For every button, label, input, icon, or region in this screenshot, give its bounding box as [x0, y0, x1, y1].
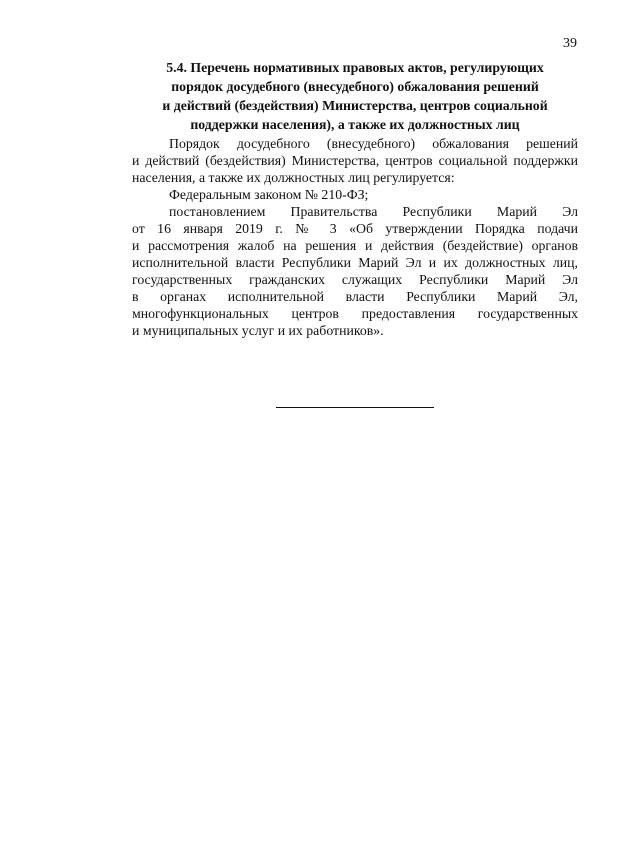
body-text — [132, 135, 578, 339]
text-line: государственных гражданских служащих Республики Марий Эл — [132, 272, 578, 287]
text-line: в органах исполнительной власти Республики Марий Эл, — [132, 289, 578, 304]
paragraph-intro — [132, 135, 578, 186]
text-line: и муниципальных услуг и их работников». — [132, 323, 384, 338]
heading-line: и действий (бездействия) Министерства, центров социальной — [162, 98, 548, 113]
text-line: исполнительной власти Республики Марий Эл и их должностных лиц, — [132, 255, 578, 270]
text-line: многофункциональных центров предоставления государственных — [132, 306, 578, 321]
text-line: от 16 января 2019 г. № 3 «Об утверждении Порядка подачи — [132, 221, 578, 236]
text-line: Федеральным законом № 210-ФЗ; — [169, 187, 369, 202]
text-line: Порядок досудебного (внесудебного) обжалования решений — [169, 136, 578, 151]
end-divider-line — [276, 407, 434, 408]
heading-line: поддержки населения), а также их должностных лиц — [190, 117, 520, 132]
text-line: постановлением Правительства Республики Марий Эл — [169, 204, 578, 219]
page-number: 39 — [563, 36, 577, 51]
section-heading — [132, 58, 578, 134]
text-line: и рассмотрения жалоб на решения и действия (бездействие) органов — [132, 238, 578, 253]
paragraph-resolution — [132, 203, 578, 339]
paragraph-federal-law — [132, 186, 578, 203]
heading-line: 5.4. Перечень нормативных правовых актов, регулирующих — [166, 60, 544, 75]
text-line: населения, а также их должностных лиц регулируется: — [132, 170, 455, 185]
heading-line: порядок досудебного (внесудебного) обжалования решений — [171, 79, 539, 94]
text-line: и действий (бездействия) Министерства, центров социальной поддержки — [132, 153, 578, 168]
